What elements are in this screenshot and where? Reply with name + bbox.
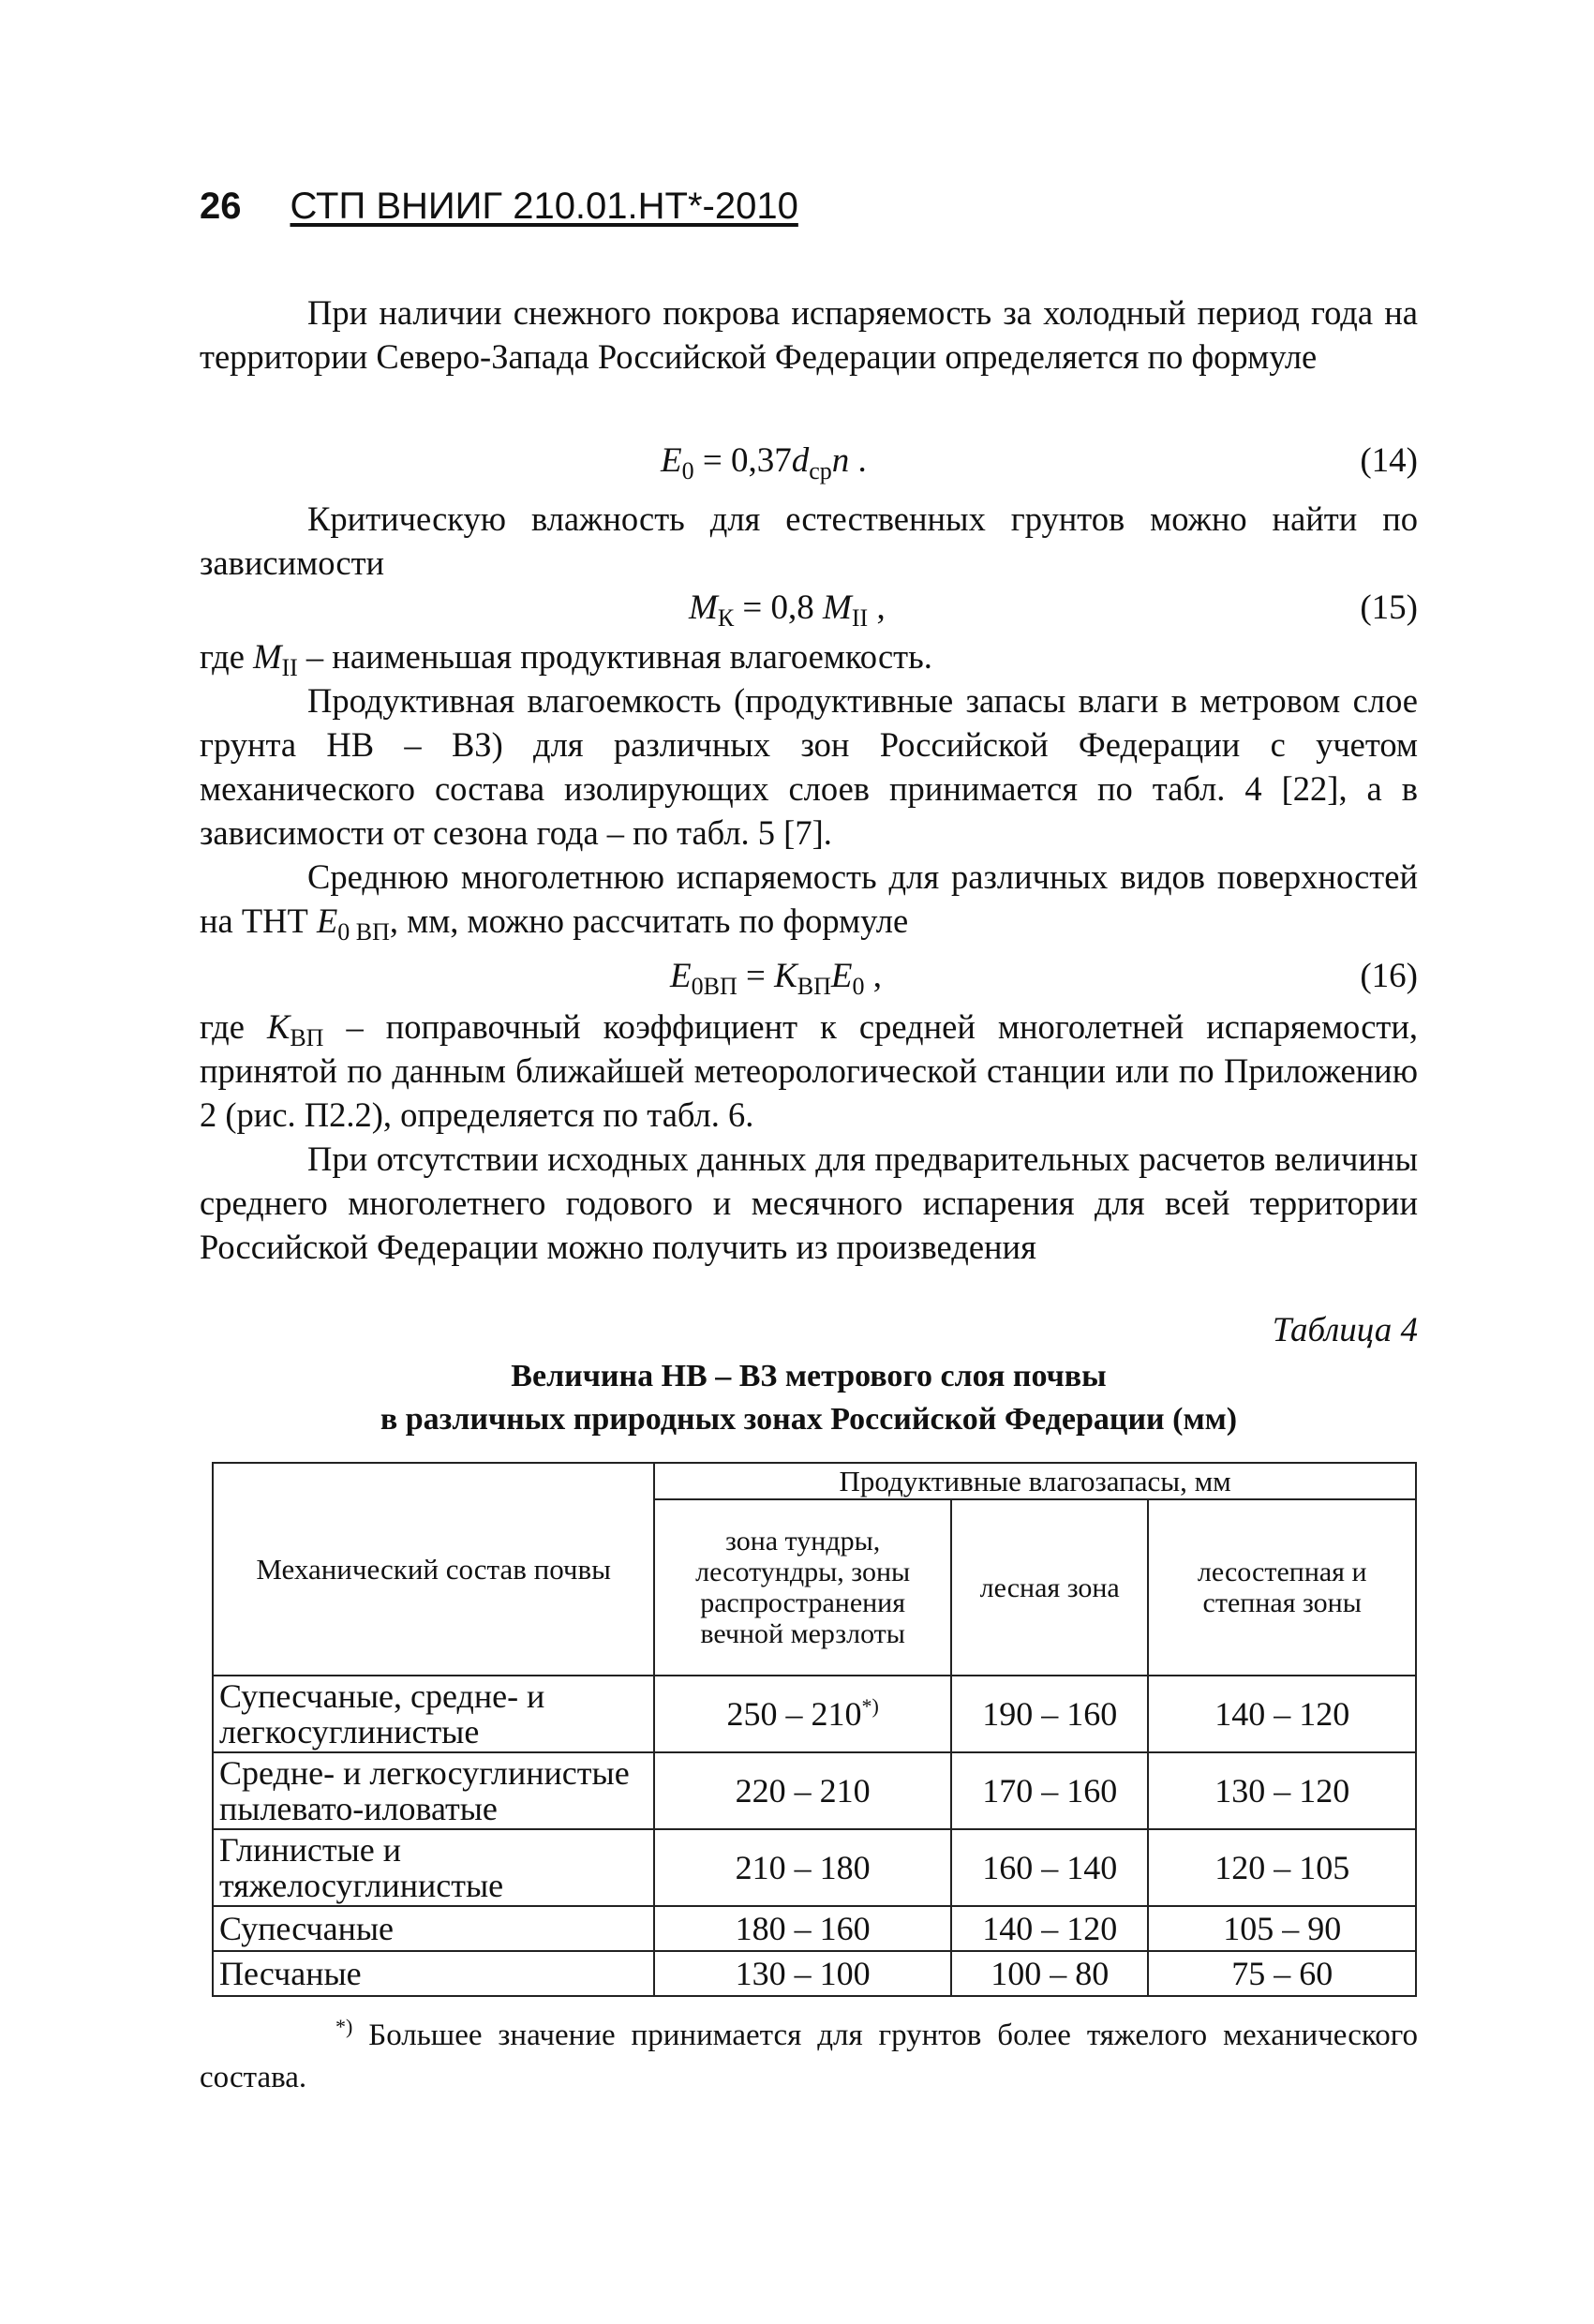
- definition-kvp: где $K_{ВП}$ – поправочный коэффициент к средней многолетней испаряемости, принятой по данным ближайшей метеорологической станции или по Приложению 2 (рис. П2.2), определяется по табл. 6.: [200, 1007, 1419, 1134]
- document-code: СТП ВНИИГ 210.01.НТ*-2010: [290, 186, 798, 227]
- paragraph-mean-evaporation: Среднюю многолетнюю испаряемость для различных видов поверхностей на ТНТ $E_{0 ВП}$, мм, можно рассчитать по формуле: [200, 857, 1418, 946]
- formula-number-16: (16): [1360, 957, 1418, 995]
- paragraph-productive-capacity: Продуктивная влагоемкость (продуктивные запасы влаги в метровом слое грунта НВ – ВЗ) для различных зон Российской Федерации с учетом механического состава изолирующих слоев принимается по табл. 4 [22], а в зависимости от сезона года – по табл. 5 [7].: [200, 681, 1418, 852]
- page-number: 26: [200, 186, 242, 227]
- formula-number-15: (15): [1360, 588, 1418, 627]
- footnote-marker: *): [861, 1694, 879, 1718]
- formula-14: $E_0 = 0,37d_{ср}n$ .: [661, 441, 867, 484]
- header-productive-reserves: Продуктивные влагозапасы, мм: [654, 1463, 1416, 1499]
- header-soil-composition: Механический состав почвы: [213, 1463, 654, 1676]
- formula-number-14: (14): [1360, 441, 1418, 480]
- definition-mn: где $M_{II}$ – наименьшая продуктивная влагоемкость.: [200, 637, 932, 681]
- moisture-table: [212, 1462, 1417, 1997]
- header-steppe-zone: лесостепная и степная зоны: [1148, 1499, 1416, 1676]
- formula-15: $M_К = 0,8$ $M_{II}$ ,: [689, 588, 886, 632]
- table-row: Супесчаные, средне- и легкосуглинистые 250 – 210*) 190 – 160 140 – 120: [213, 1676, 1416, 1752]
- header-forest-zone: лесная зона: [951, 1499, 1149, 1676]
- table-footnote: *) Большее значение принимается для грунтов более тяжелого механического состава.: [200, 2015, 1418, 2094]
- table-row: Глинистые и тяжелосуглинистые 210 – 180 160 – 140 120 – 105: [213, 1829, 1416, 1906]
- header-tundra-zone: зона тундры, лесотундры, зоны распространения вечной мерзлоты: [654, 1499, 951, 1676]
- table-row: Супесчаные 180 – 160 140 – 120 105 – 90: [213, 1906, 1416, 1951]
- formula-16: $E_{0ВП} = K_{ВП}E_0$ ,: [670, 957, 883, 1000]
- paragraph-critical-moisture: Критическую влажность для естественных грунтов можно найти по зависимости: [200, 499, 1418, 582]
- table-row: Песчаные 130 – 100 100 – 80 75 – 60: [213, 1951, 1416, 1996]
- table-caption: Таблица 4: [1272, 1311, 1418, 1349]
- paragraph-missing-data: При отсутствии исходных данных для предварительных расчетов величины среднего многолетнего годового и месячного испарения для всей территории Российской Федерации можно получить из произведения: [200, 1140, 1418, 1266]
- paragraph-snow-evaporation: При наличии снежного покрова испаряемость за холодный период года на территории Северо-Запада Российской Федерации определяется по формуле: [200, 293, 1418, 376]
- table-title: Величина НВ – ВЗ метрового слоя почвы в различных природных зонах Российской Федерации (мм): [380, 1359, 1238, 1437]
- footnote-marker: *): [335, 2015, 353, 2038]
- page-header: [200, 184, 798, 229]
- table-row: Средне- и легкосуглинистые пылевато-иловатые 220 – 210 170 – 160 130 – 120: [213, 1752, 1416, 1829]
